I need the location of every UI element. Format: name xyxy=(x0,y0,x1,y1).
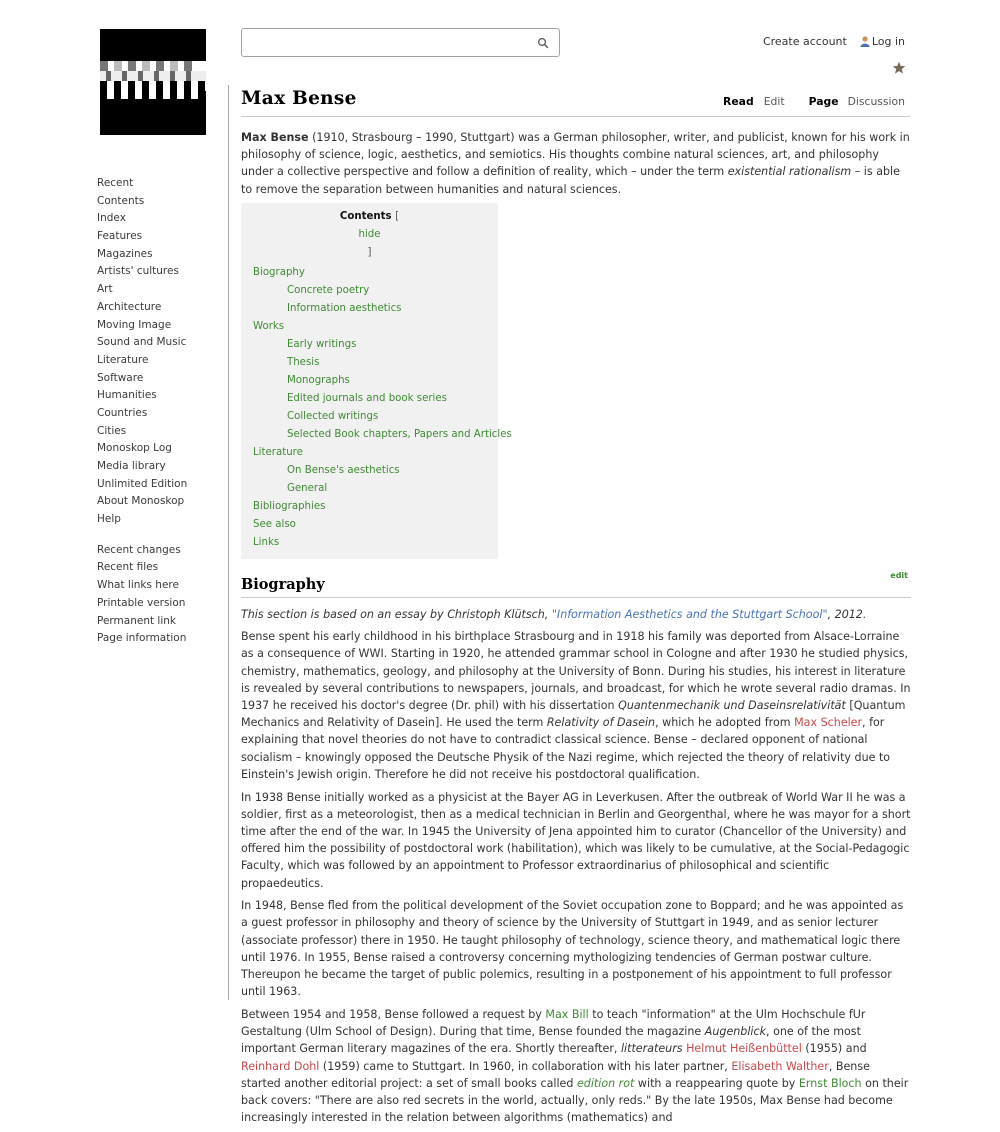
biography-paragraph-1 xyxy=(241,628,911,783)
sidebar-item-moving-image[interactable]: Moving Image xyxy=(97,318,172,331)
sidebar-item-architecture[interactable]: Architecture xyxy=(97,300,162,313)
sidebar-item-printable-version[interactable]: Printable version xyxy=(97,596,186,609)
magazine-title: Augenblick xyxy=(704,1025,767,1039)
search-input[interactable] xyxy=(248,34,528,52)
site-logo[interactable] xyxy=(100,29,206,135)
edition-rot-text: edition rot xyxy=(576,1076,635,1090)
paragraph-text: , one of the most important German literary magazines of the era. Shortly thereafter, xyxy=(241,1025,861,1056)
sidebar-item-software[interactable]: Software xyxy=(97,371,144,384)
link-max-bill[interactable]: Max Bill xyxy=(545,1007,589,1021)
link-ernst-bloch[interactable]: Ernst Bloch xyxy=(798,1076,862,1090)
toc-hide-toggle: [ hide ] xyxy=(253,211,486,258)
intro-text: (1910, Strasbourg – 1990, Stuttgart) was a German philosopher, writer, and publicist, known for his work in philosophy of science, logic, aesthetics, and semiotics. His thoughts combine natural sciences, art, and philosophy under a collective perspective and follow a definition of reality, which – under the term xyxy=(241,131,910,179)
intro-term: existential rationalism xyxy=(727,165,852,179)
toc-item-thesis[interactable]: Thesis xyxy=(287,357,320,369)
sidebar-item-sound-and-music[interactable]: Sound and Music xyxy=(97,336,187,349)
sidebar xyxy=(97,175,222,648)
sidebar-item-media-library[interactable]: Media library xyxy=(97,460,166,472)
essay-link[interactable]: "Information Aesthetics and the Stuttgart School" xyxy=(551,607,828,621)
page-title: Max Bense xyxy=(241,88,357,109)
title-divider xyxy=(241,116,910,117)
term-relativity-of-dasein: Relativity of Dasein xyxy=(546,716,656,730)
sidebar-tools xyxy=(97,542,222,648)
tab-edit[interactable]: Edit xyxy=(763,95,785,108)
paragraph-text: , Bense started another editorial project: a set of small books called xyxy=(241,1059,870,1090)
paragraph-text: (1955) and xyxy=(801,1042,867,1056)
toc-item-bibliographies[interactable]: Bibliographies xyxy=(253,501,326,513)
link-reinhard-dohl[interactable]: Reinhard Dohl xyxy=(241,1059,320,1073)
paragraph-text: , for explaining that novel theories do not have to contradict classical science. Bense – declared opponent of national socialism – knowingly opposed the Deutsche Physik of the Nazi regime, which rejected the theory of relativity due to Einstein's Jewish origin. Therefore he did not receive his postdoctoral qualification. xyxy=(241,716,891,781)
sidebar-item-recent-changes[interactable]: Recent changes xyxy=(97,543,181,556)
sidebar-item-magazines[interactable]: Magazines xyxy=(97,247,153,260)
sidebar-item-index[interactable]: Index xyxy=(97,212,126,225)
note-text: , 2012. xyxy=(827,607,867,621)
toc-item-monographs[interactable]: Monographs xyxy=(287,375,350,387)
sidebar-item-permanent-link[interactable]: Permanent link xyxy=(97,614,177,627)
toc-item-information-aesthetics[interactable]: Information aesthetics xyxy=(287,303,402,315)
toc-item-on-benses-aesthetics[interactable]: On Bense's aesthetics xyxy=(287,465,400,477)
article-content xyxy=(241,129,911,1132)
intro-bold-name: Max Bense xyxy=(241,131,309,144)
link-helmut-heissenbuttel[interactable]: Helmut Heißenbüttel xyxy=(686,1042,802,1056)
link-edition-rot[interactable] xyxy=(577,1077,634,1090)
paragraph-text: on their back covers: "There are also red secrets in the world, actually, only reds." By the late 1950s, Max Bense had become increasingly interested in the relation between algorithms (mathematics) and xyxy=(241,1076,909,1125)
sidebar-item-art[interactable]: Art xyxy=(97,283,113,296)
tab-page[interactable]: Page xyxy=(808,95,839,108)
biography-paragraph-2: In 1938 Bense initially worked as a physicist at the Bayer AG in Leverkusen. After the outbreak of World War II he was a soldier, first as a meteorologist, then as a medical technician in Berlin and Georgenthal, where he was mayor for a short time after the end of the war. In 1945 the University of Jena appointed him to curator (Chancellor of the University) and offered him the possibility of postdoctoral work (habilitation), which was likely to be cumulative, at the Social-Pedagogic Faculty, which was followed by an appointment to Professor extraordinarius of philosophical and scientific propaedeutics. xyxy=(241,790,911,890)
term-litterateurs: litterateurs xyxy=(620,1042,683,1056)
tab-discussion[interactable]: Discussion xyxy=(847,95,905,108)
toc-item-early-writings[interactable]: Early writings xyxy=(287,339,357,351)
search-icon[interactable] xyxy=(537,37,549,49)
sidebar-item-unlimited-edition[interactable]: Unlimited Edition xyxy=(97,477,188,490)
section-edit-link[interactable]: edit xyxy=(890,571,908,581)
sidebar-item-features[interactable]: Features xyxy=(97,230,143,243)
toc-item-literature[interactable]: Literature xyxy=(253,447,303,459)
sidebar-item-monoskop-log[interactable]: Monoskop Log xyxy=(97,442,172,455)
toc-hide-link[interactable]: hide xyxy=(358,229,381,241)
biography-paragraph-4 xyxy=(241,1006,911,1126)
section-heading-biography xyxy=(241,571,911,597)
toc-item-links[interactable]: Links xyxy=(253,537,280,549)
page-tabs xyxy=(723,95,905,108)
toc-item-general[interactable]: General xyxy=(287,483,328,495)
sidebar-item-contents[interactable]: Contents xyxy=(97,194,145,207)
sidebar-item-page-information[interactable]: Page information xyxy=(97,632,187,645)
section-heading-text: Biography xyxy=(241,576,325,594)
sidebar-navigation xyxy=(97,175,222,529)
paragraph-text: Between 1954 and 1958, Bense followed a request by xyxy=(241,1007,546,1021)
link-elisabeth-walther[interactable]: Elisabeth Walther xyxy=(731,1059,829,1073)
intro-paragraph xyxy=(241,129,911,198)
user-navigation xyxy=(763,35,905,48)
toc-title: Contents xyxy=(339,211,392,223)
intro-text: – is able to remove the separation between humanities and natural sciences. xyxy=(241,165,900,196)
user-icon xyxy=(860,36,870,47)
sidebar-item-countries[interactable]: Countries xyxy=(97,406,148,419)
watch-star-icon[interactable] xyxy=(892,61,906,75)
paragraph-text: (1959) came to Stuttgart. In 1960, in collaboration with his later partner, xyxy=(319,1059,732,1073)
toc-item-edited-journals[interactable]: Edited journals and book series xyxy=(287,393,447,405)
paragraph-text: Bense spent his early childhood in his birthplace Strasbourg and in 1918 his family was deported from Alsace-Lorraine as a consequence of WWI. Starting in 1920, he attended grammar school in Cologne and after 1930 he studied physics, chemistry, mathematics, geology, and philosophy at the University of Bonn. During his studies, his interest in literature is revealed by several contributions to newspapers, journals, and broadcast, for which he wrote several radio dramas. In 1937 he received his doctor's degree (Dr. phil) with his dissertation xyxy=(241,630,911,713)
link-max-scheler[interactable]: Max Scheler xyxy=(794,716,863,730)
toc-item-selected-book-chapters[interactable]: Selected Book chapters, Papers and Articles xyxy=(287,429,512,441)
sidebar-item-literature[interactable]: Literature xyxy=(97,353,149,366)
dissertation-title: Quantenmechanik und Daseinsrelativität xyxy=(618,699,846,713)
toc-item-see-also[interactable]: See also xyxy=(253,519,296,531)
sidebar-item-help[interactable]: Help xyxy=(97,513,121,526)
sidebar-item-recent[interactable]: Recent xyxy=(97,177,134,189)
sidebar-item-about-monoskop[interactable]: About Monoskop xyxy=(97,495,185,508)
sidebar-item-cities[interactable]: Cities xyxy=(97,424,127,437)
sidebar-item-what-links-here[interactable]: What links here xyxy=(97,579,179,592)
toc-item-biography[interactable]: Biography xyxy=(253,267,305,279)
search-box xyxy=(241,28,560,57)
sidebar-item-artists-cultures[interactable]: Artists' cultures xyxy=(97,265,179,278)
paragraph-text: [Quantum Mechanics and Relativity of Dasein]. He used the term xyxy=(241,699,906,730)
biography-paragraph-3: In 1948, Bense fled from the political development of the Soviet occupation zone to Boppard; and he was appointed as a guest professor in philosophy and theory of science by the University of Stuttgart in 1949, and as senior lecturer (associate professor) there in 1950. He taught philosophy of technology, science theory, and mathematical logic there until 1976. In 1955, Bense raised a controversy concerning mythologizing tendencies of German postwar culture. Thereupon he became the target of public polemics, resulting in a postponement of his appointment to full professor until 1963. xyxy=(241,899,904,999)
paragraph-text: , which he adopted from xyxy=(655,716,795,730)
toc-item-concrete-poetry[interactable]: Concrete poetry xyxy=(287,285,370,297)
create-account-link[interactable]: Create account xyxy=(762,35,847,48)
sidebar-divider xyxy=(228,85,229,1000)
paragraph-text: with a reappearing quote by xyxy=(634,1076,799,1090)
toc-item-collected-writings[interactable]: Collected writings xyxy=(287,411,379,423)
paragraph-text: to teach "information" at the Ulm Hochschule fUr Gestaltung (Ulm School of Design). During that time, Bense founded the magazine xyxy=(241,1007,866,1039)
sidebar-item-recent-files[interactable]: Recent files xyxy=(97,561,159,574)
table-of-contents xyxy=(241,203,512,559)
log-in-link[interactable]: Log in xyxy=(871,35,905,48)
biography-note xyxy=(241,606,911,623)
toc-item-works[interactable]: Works xyxy=(253,321,285,333)
tab-read[interactable]: Read xyxy=(723,95,754,108)
sidebar-item-humanities[interactable]: Humanities xyxy=(97,389,157,402)
note-text: This section is based on an essay by Christoph Klütsch, xyxy=(241,607,552,621)
toc-header xyxy=(253,208,498,262)
